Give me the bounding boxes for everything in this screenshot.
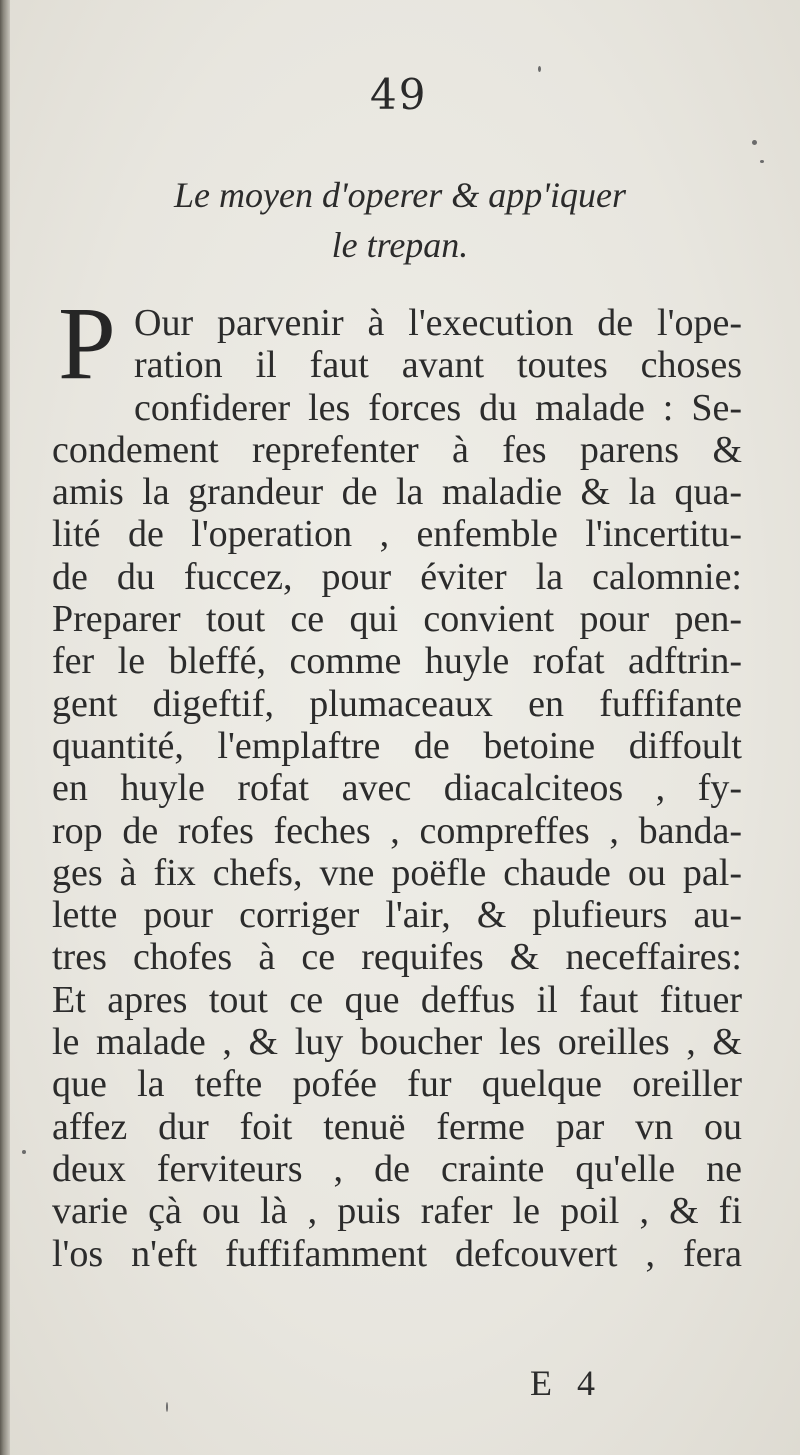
text-line: Preparer tout ce qui convient pour pen- — [52, 598, 742, 641]
chapter-title — [100, 170, 700, 270]
text-line: lette pour corriger l'air, & plufieurs au- — [52, 894, 742, 937]
paper-speck — [22, 1150, 26, 1154]
text-line: que la tefte pofée fur quelque oreiller — [52, 1063, 742, 1106]
paper-speck — [166, 1402, 168, 1412]
text-line: fer le bleffé, comme huyle rofat adftrin- — [52, 640, 742, 683]
text-line: quantité, l'emplaftre de betoine diffoult — [52, 724, 742, 767]
drop-cap: P — [58, 286, 116, 401]
text-line: tres chofes à ce requifes & neceffaires: — [52, 936, 742, 979]
paper-speck — [538, 66, 541, 72]
title-line-1: Le moyen d'operer & app'iquer — [174, 175, 626, 215]
title-line-2: le trepan. — [331, 225, 469, 265]
page-number: 49 — [370, 70, 428, 119]
text-line: ges à fix chefs, vne poëfle chaude ou pal- — [52, 851, 742, 894]
text-line: affez dur foit tenuë ferme par vn ou — [52, 1105, 742, 1148]
text-line: deux ferviteurs , de crainte qu'elle ne — [52, 1147, 742, 1190]
paper-speck — [752, 140, 757, 145]
text-line: lité de l'operation , enfemble l'incertitu- — [52, 513, 742, 556]
text-line: rop de rofes feches , compreffes , banda- — [52, 809, 742, 852]
paper-speck — [760, 160, 764, 163]
text-line: ration il faut avant toutes choses — [134, 344, 742, 387]
text-line: de du fuccez, pour éviter la calomnie: — [52, 555, 742, 598]
text-line: condement reprefenter à fes parens & — [52, 428, 742, 471]
binding-edge — [0, 0, 10, 1455]
text-line: confiderer les forces du malade : Se- — [134, 386, 742, 429]
text-line: le malade , & luy boucher les oreilles , & — [52, 1021, 742, 1064]
text-line: l'os n'eft fuffifamment defcouvert , fera — [52, 1232, 742, 1275]
text-line: Our parvenir à l'execution de l'ope- — [134, 302, 742, 344]
text-line: Et apres tout ce que deffus il faut fituer — [52, 978, 742, 1021]
text-line: gent digeftif, plumaceaux en fuffifante — [52, 682, 742, 725]
text-line: varie çà ou là , puis rafer le poil , & fi — [52, 1190, 742, 1233]
text-line: en huyle rofat avec diacalciteos , fy- — [52, 767, 742, 810]
body-text — [52, 286, 742, 1275]
signature-mark: E 4 — [530, 1363, 603, 1403]
text-line: amis la grandeur de la maladie & la qua- — [52, 471, 742, 514]
